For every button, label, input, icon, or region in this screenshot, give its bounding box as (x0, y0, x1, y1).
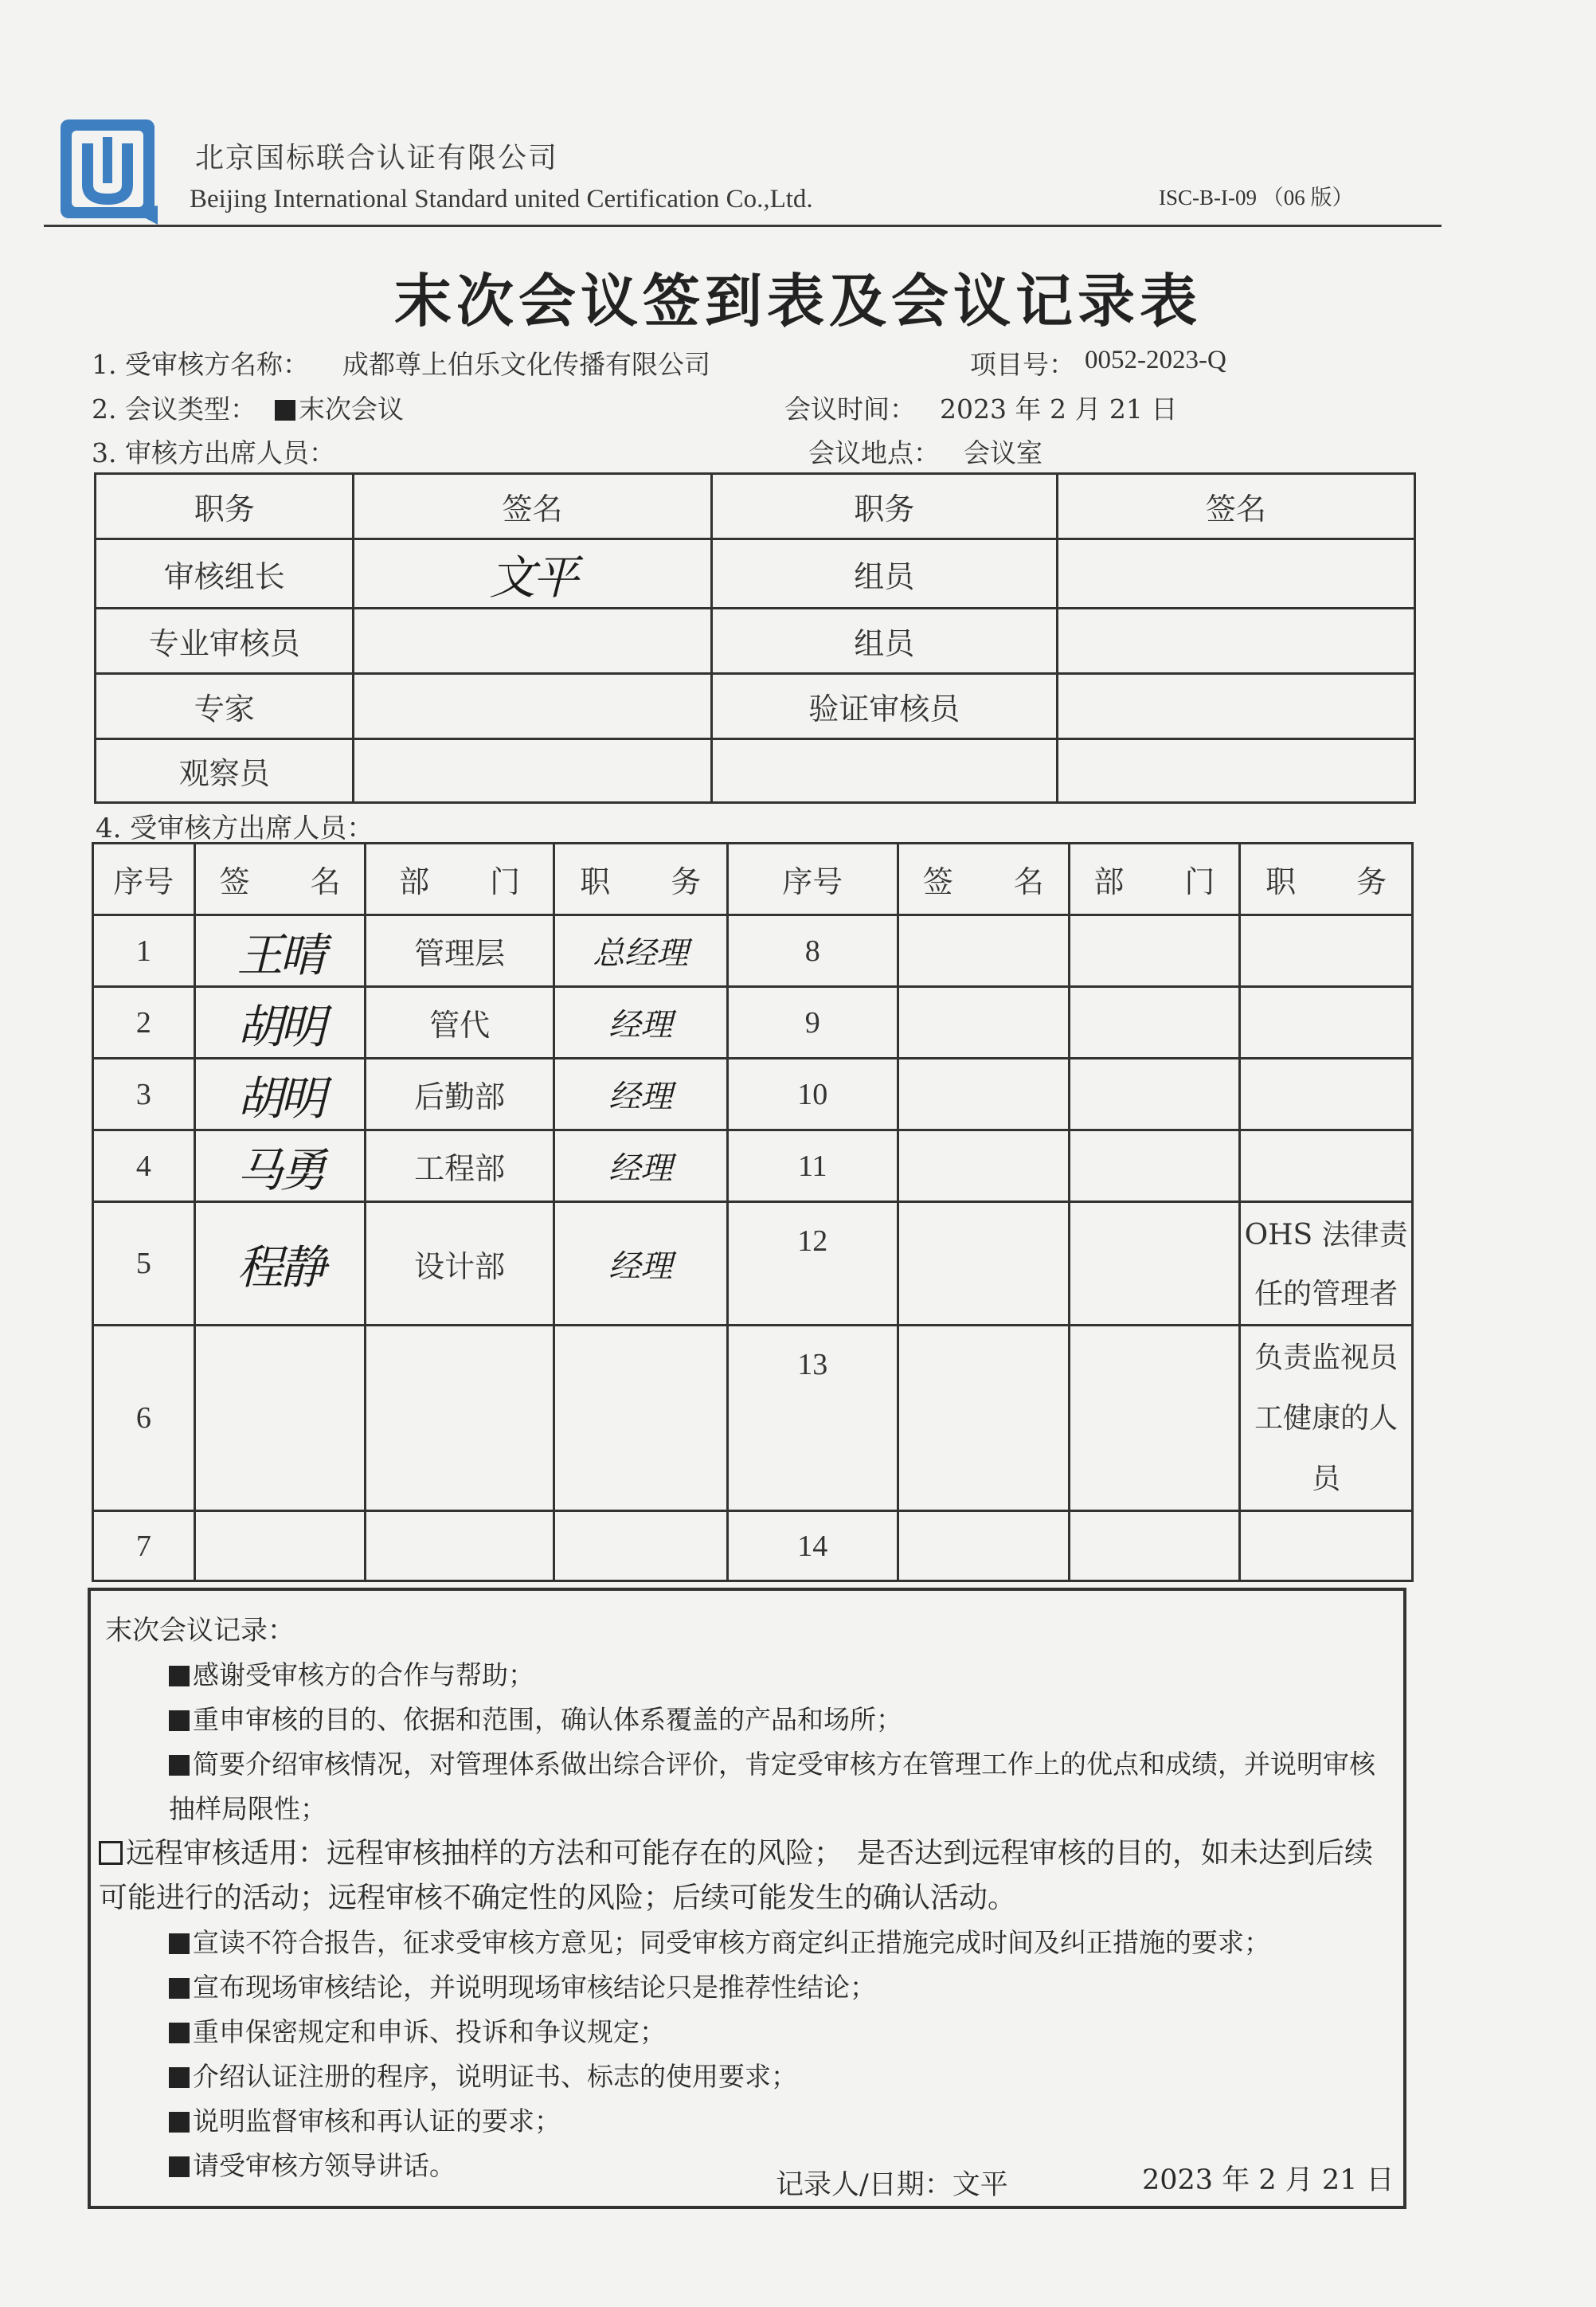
department-cell (1069, 1326, 1240, 1511)
column-header: 签名 (354, 474, 711, 539)
table-header-row (93, 844, 1413, 915)
department-cell (366, 1511, 554, 1581)
position-cell (554, 1511, 727, 1581)
row-number: 13 (727, 1326, 898, 1511)
handwritten-position: 经理 (608, 1007, 673, 1044)
signature-cell (194, 1326, 366, 1511)
position-cell (554, 1326, 727, 1511)
list-item (169, 1921, 1395, 1965)
table-row (96, 609, 1415, 674)
row-number: 1 (93, 915, 195, 987)
signature-cell (898, 1130, 1069, 1202)
auditee-name-label: 1. 受审核方名称： (92, 349, 309, 380)
position-cell (1240, 987, 1413, 1059)
department-cell (1069, 915, 1240, 987)
column-header: 部 门 (366, 844, 554, 915)
position-cell (554, 1130, 727, 1202)
page-title: 末次会议签到表及会议记录表 (393, 267, 1202, 335)
department-cell (1069, 1130, 1240, 1202)
filled-square-icon (169, 1710, 190, 1731)
filled-square-icon (169, 2112, 190, 2133)
row-number: 5 (93, 1202, 195, 1326)
department-cell (366, 1326, 554, 1511)
position-cell (554, 987, 727, 1059)
meeting-type-text: 末次会议 (299, 394, 404, 425)
filled-square-icon (275, 400, 295, 421)
handwritten-signature: 程静 (237, 1240, 323, 1295)
role-cell: 组员 (711, 539, 1057, 609)
minutes-item-text: 介绍认证注册的程序，说明证书、标志的使用要求； (193, 2061, 797, 2092)
role-cell: 专业审核员 (96, 609, 354, 674)
auditor-attendees-label: 3. 审核方出席人员： (92, 437, 335, 468)
company-logo (57, 116, 162, 228)
list-item (99, 1831, 1395, 1921)
recorder-label: 记录人/日期： (776, 2169, 953, 2201)
department-cell (1069, 1059, 1240, 1130)
role-cell: 组员 (711, 609, 1057, 674)
handwritten-signature: 王晴 (237, 927, 323, 982)
minutes-title: 末次会议记录： (105, 1615, 295, 1647)
minutes-item-text: 远程审核适用：远程审核抽样的方法和可能存在的风险； 是否达到远程审核的目的，如未达到后续可能进行的活动；远程审核不确定性的风险；后续可能发生的确认活动。 (99, 1837, 1374, 1914)
row-number: 14 (727, 1511, 898, 1581)
department-cell: 管代 (366, 987, 554, 1059)
position-cell (1240, 1130, 1413, 1202)
table-row (93, 987, 1413, 1059)
signature-cell (194, 1202, 366, 1326)
column-header: 签 名 (194, 844, 366, 915)
minutes-item-text: 简要介绍审核情况，对管理体系做出综合评价，肯定受审核方在管理工作上的优点和成绩，并说明审核抽样局限性； (169, 1749, 1375, 1824)
minutes-item-text: 重申保密规定和申诉、投诉和争议规定； (193, 2016, 666, 2047)
row-number: 12 (727, 1202, 898, 1326)
signature-cell (1057, 674, 1414, 739)
empty-square-icon (99, 1841, 123, 1865)
position-cell (554, 1059, 727, 1130)
signature-cell (898, 987, 1069, 1059)
isc-logo-icon (57, 116, 162, 228)
minutes-item-text: 感谢受审核方的合作与帮助； (193, 1659, 534, 1690)
column-header: 序号 (727, 844, 898, 915)
meeting-time-value: 2023 年 2 月 21 日 (940, 394, 1178, 425)
signature-cell (194, 1130, 366, 1202)
row-number: 9 (727, 987, 898, 1059)
column-header: 签 名 (898, 844, 1069, 915)
recorder-name: 文平 (952, 2169, 1008, 2201)
table-row (93, 915, 1413, 987)
table-row (96, 739, 1415, 803)
table-row (96, 539, 1415, 609)
table-row (93, 1202, 1413, 1326)
handwritten-signature: 胡明 (237, 1071, 323, 1126)
meeting-place-value: 会议室 (964, 437, 1042, 468)
table-header-row (96, 474, 1415, 539)
list-item (99, 1742, 1395, 1831)
auditor-attendance-table (94, 472, 1416, 804)
signature-cell (898, 1511, 1069, 1581)
row-number: 2 (93, 987, 195, 1059)
minutes-item-text: 说明监督审核和再认证的要求； (193, 2105, 561, 2137)
handwritten-signature: 马勇 (237, 1142, 323, 1197)
signature-cell (898, 1059, 1069, 1130)
company-name-en: Beijing International Standard united Certification Co.,Ltd. (190, 185, 813, 213)
signature-cell (354, 609, 711, 674)
role-cell: 审核组长 (96, 539, 354, 609)
position-cell (1240, 915, 1413, 987)
signature-cell (1057, 739, 1414, 803)
list-item (169, 1698, 1395, 1742)
signature-cell (354, 674, 711, 739)
table-row (96, 674, 1415, 739)
column-header: 职务 (711, 474, 1057, 539)
department-cell (1069, 987, 1240, 1059)
row-number: 4 (93, 1130, 195, 1202)
row-number: 7 (93, 1511, 195, 1581)
role-cell: 观察员 (96, 739, 354, 803)
list-item (169, 2010, 1395, 2054)
project-number-label: 项目号： (970, 349, 1075, 380)
column-header: 职务 (96, 474, 354, 539)
header-divider (44, 225, 1441, 227)
list-item (169, 2099, 1395, 2144)
minutes-item-text: 请受审核方领导讲话。 (193, 2150, 456, 2181)
form-code: ISC-B-I-09 （06 版） (1159, 186, 1354, 210)
filled-square-icon (169, 2156, 190, 2177)
list-item (169, 1653, 1395, 1698)
signature-cell (354, 539, 711, 609)
column-header: 签名 (1057, 474, 1414, 539)
handwritten-position: 总经理 (593, 935, 689, 972)
signature-cell (194, 987, 366, 1059)
handwritten-position: 经理 (608, 1248, 673, 1285)
row-number: 3 (93, 1059, 195, 1130)
position-cell (554, 1202, 727, 1326)
filled-square-icon (169, 1978, 190, 1999)
signature-cell (194, 1059, 366, 1130)
meeting-type-label: 2. 会议类型： (92, 394, 256, 425)
signature-cell (354, 739, 711, 803)
signature-cell (898, 1326, 1069, 1511)
filled-square-icon (169, 1755, 190, 1776)
recorder-line (776, 2163, 1008, 2203)
record-date: 2023 年 2 月 21 日 (1142, 2164, 1395, 2196)
row-number: 11 (727, 1130, 898, 1202)
signature-cell (898, 915, 1069, 987)
handwritten-signature: 文平 (489, 550, 576, 605)
handwritten-position: 经理 (608, 1079, 673, 1115)
signature-cell (194, 915, 366, 987)
meeting-type-value (275, 389, 404, 426)
column-header: 部 门 (1069, 844, 1240, 915)
list-item (169, 1965, 1395, 2010)
filled-square-icon (169, 1666, 190, 1686)
minutes-item-text: 宣读不符合报告，征求受审核方意见；同受审核方商定纠正措施完成时间及纠正措施的要求； (193, 1927, 1270, 1958)
project-number-value: 0052-2023-Q (1085, 346, 1226, 374)
company-name-cn: 北京国标联合认证有限公司 (195, 142, 559, 174)
position-cell: OHS 法律责任的管理者 (1240, 1202, 1413, 1326)
row-number: 8 (727, 915, 898, 987)
filled-square-icon (169, 2023, 190, 2043)
row-number: 10 (727, 1059, 898, 1130)
department-cell: 管理层 (366, 915, 554, 987)
signature-cell (1057, 539, 1414, 609)
position-cell (1240, 1511, 1413, 1581)
column-header: 职 务 (1240, 844, 1413, 915)
minutes-item-text: 宣布现场审核结论，并说明现场审核结论只是推荐性结论； (193, 1972, 876, 2003)
column-header: 序号 (93, 844, 195, 915)
signature-cell (1057, 609, 1414, 674)
department-cell: 后勤部 (366, 1059, 554, 1130)
column-header: 职 务 (554, 844, 727, 915)
handwritten-position: 经理 (608, 1150, 673, 1187)
handwritten-signature: 胡明 (237, 999, 323, 1054)
auditee-attendance-table (92, 842, 1414, 1582)
meeting-time-label: 会议时间： (784, 394, 916, 425)
meeting-place-label: 会议地点： (808, 437, 940, 468)
table-row (93, 1059, 1413, 1130)
filled-square-icon (169, 2067, 190, 2088)
signature-cell (898, 1202, 1069, 1326)
row-number: 6 (93, 1326, 195, 1511)
minutes-item-text: 重申审核的目的、依据和范围，确认体系覆盖的产品和场所； (193, 1704, 902, 1735)
role-cell: 专家 (96, 674, 354, 739)
table-row (93, 1130, 1413, 1202)
table-row (93, 1511, 1413, 1581)
list-item (169, 2054, 1395, 2099)
role-cell: 验证审核员 (711, 674, 1057, 739)
department-cell: 工程部 (366, 1130, 554, 1202)
department-cell (1069, 1202, 1240, 1326)
auditee-attendees-label: 4. 受审核方出席人员： (96, 813, 374, 844)
position-cell: 负责监视员工健康的人员 (1240, 1326, 1413, 1511)
filled-square-icon (169, 1933, 190, 1954)
department-cell: 设计部 (366, 1202, 554, 1326)
minutes-list (99, 1653, 1395, 2188)
position-cell (1240, 1059, 1413, 1130)
signature-cell (194, 1511, 366, 1581)
position-cell (554, 915, 727, 987)
meeting-minutes-box (88, 1588, 1406, 2209)
auditee-name-value: 成都尊上伯乐文化传播有限公司 (342, 349, 710, 380)
table-row (93, 1326, 1413, 1511)
department-cell (1069, 1511, 1240, 1581)
role-cell (711, 739, 1057, 803)
